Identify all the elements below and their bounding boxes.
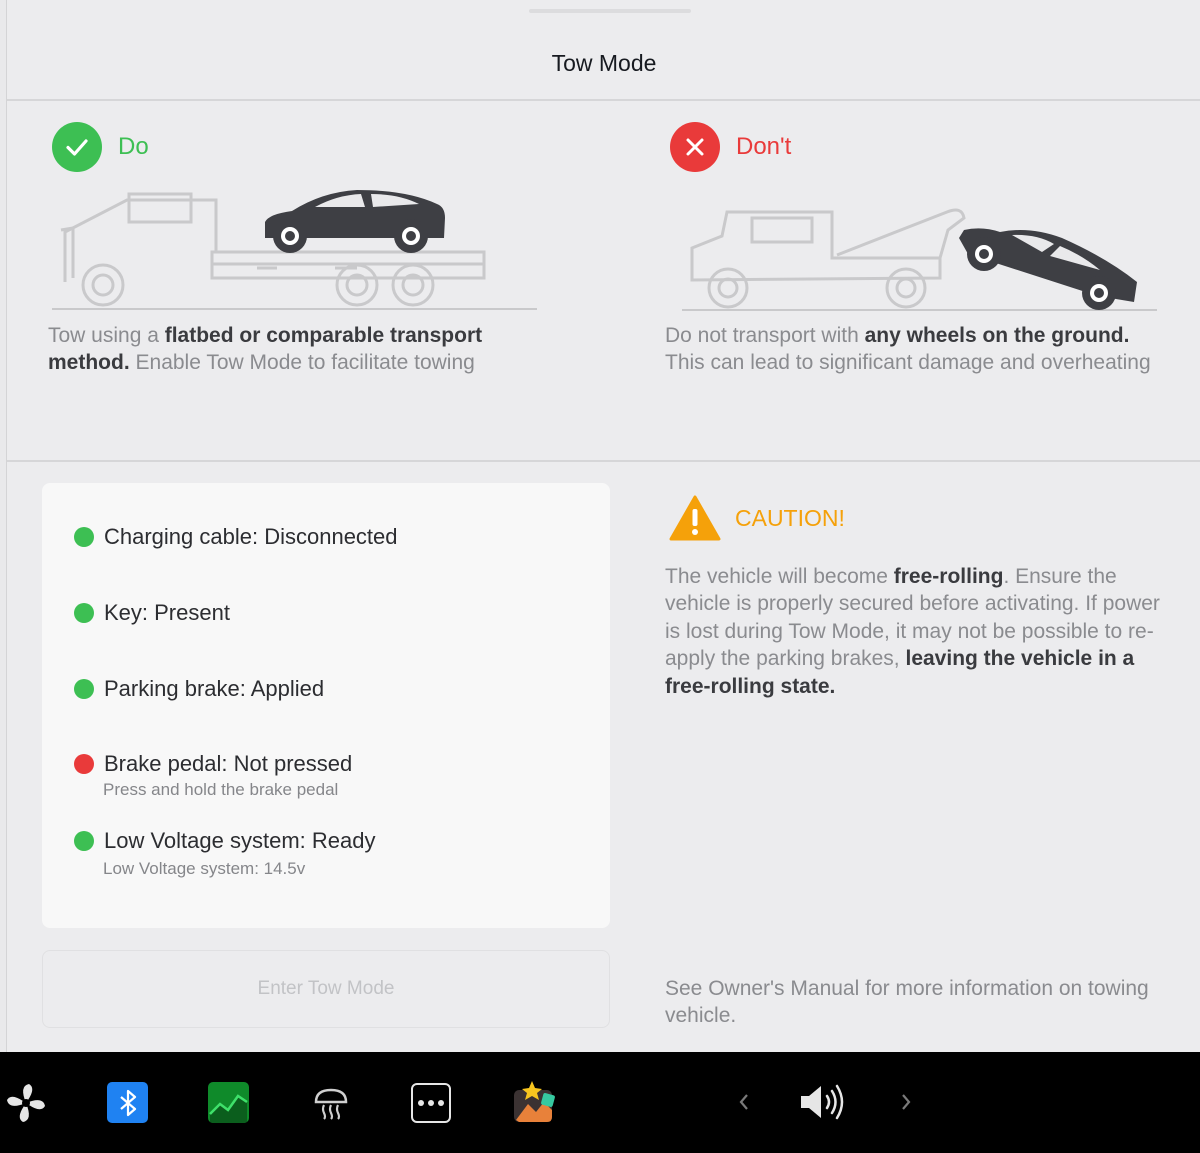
dont-header bbox=[670, 122, 791, 172]
do-header bbox=[52, 122, 149, 172]
checkmark-icon bbox=[52, 122, 102, 172]
low-voltage-reading: Low Voltage system: 14.5v bbox=[103, 859, 306, 878]
check-label: Parking brake: Applied bbox=[104, 676, 325, 701]
check-key bbox=[74, 600, 230, 626]
status-dot bbox=[74, 831, 94, 851]
dont-label: Don't bbox=[736, 133, 792, 160]
section-divider bbox=[7, 460, 1200, 462]
chevron-right-icon[interactable] bbox=[894, 1087, 918, 1117]
check-low-voltage bbox=[74, 828, 375, 854]
more-icon[interactable] bbox=[411, 1083, 451, 1123]
status-dot bbox=[74, 527, 94, 547]
brake-pedal-hint: Press and hold the brake pedal bbox=[103, 780, 339, 799]
caution-header bbox=[669, 495, 845, 541]
car-icon bbox=[265, 190, 445, 253]
caution-text: The vehicle will become free-rolling. Ensure the vehicle is properly secured before activating. If power is lost during Tow Mode, it may not be possible to re-apply the parking brakes, leaving the vehicle in a free-rolling state. bbox=[665, 565, 1160, 698]
check-brake-pedal bbox=[74, 751, 352, 777]
check-label: Brake pedal: Not pressed bbox=[104, 751, 353, 776]
energy-graph-icon[interactable] bbox=[208, 1082, 249, 1123]
rear-defrost-icon[interactable] bbox=[310, 1082, 352, 1124]
status-dot bbox=[74, 754, 94, 774]
tow-truck-illustration bbox=[682, 200, 1162, 315]
drag-handle[interactable] bbox=[529, 9, 691, 13]
check-label: Low Voltage system: Ready bbox=[104, 828, 376, 853]
status-dot bbox=[74, 603, 94, 623]
dont-description: Do not transport with any wheels on the ground. This can lead to significant damage and overheating bbox=[665, 324, 1151, 374]
toybox-icon[interactable] bbox=[512, 1080, 556, 1124]
enter-tow-mode-button[interactable]: Enter Tow Mode bbox=[42, 950, 610, 1028]
flatbed-truck-illustration bbox=[47, 180, 537, 315]
do-description: Tow using a flatbed or comparable transport method. Enable Tow Mode to facilitate towing bbox=[48, 324, 483, 374]
do-label: Do bbox=[118, 133, 149, 160]
fan-icon[interactable] bbox=[4, 1081, 48, 1125]
warning-icon bbox=[669, 495, 721, 541]
check-charging-cable bbox=[74, 524, 398, 550]
header-divider bbox=[7, 99, 1200, 101]
taskbar bbox=[0, 1052, 1200, 1153]
caution-title: CAUTION! bbox=[735, 504, 845, 531]
tow-mode-panel bbox=[6, 0, 1200, 1052]
x-icon bbox=[670, 122, 720, 172]
check-label: Key: Present bbox=[104, 600, 230, 625]
bluetooth-icon[interactable] bbox=[107, 1082, 148, 1123]
page-title: Tow Mode bbox=[551, 50, 657, 76]
check-label: Charging cable: Disconnected bbox=[104, 524, 398, 549]
tow-readiness-checklist bbox=[42, 483, 610, 928]
chevron-left-icon[interactable] bbox=[732, 1087, 756, 1117]
owners-manual-note: See Owner's Manual for more information on towing vehicle. bbox=[665, 977, 1149, 1027]
volume-icon[interactable] bbox=[796, 1078, 852, 1126]
car-icon bbox=[959, 228, 1137, 310]
status-dot bbox=[74, 679, 94, 699]
check-parking-brake bbox=[74, 676, 324, 702]
